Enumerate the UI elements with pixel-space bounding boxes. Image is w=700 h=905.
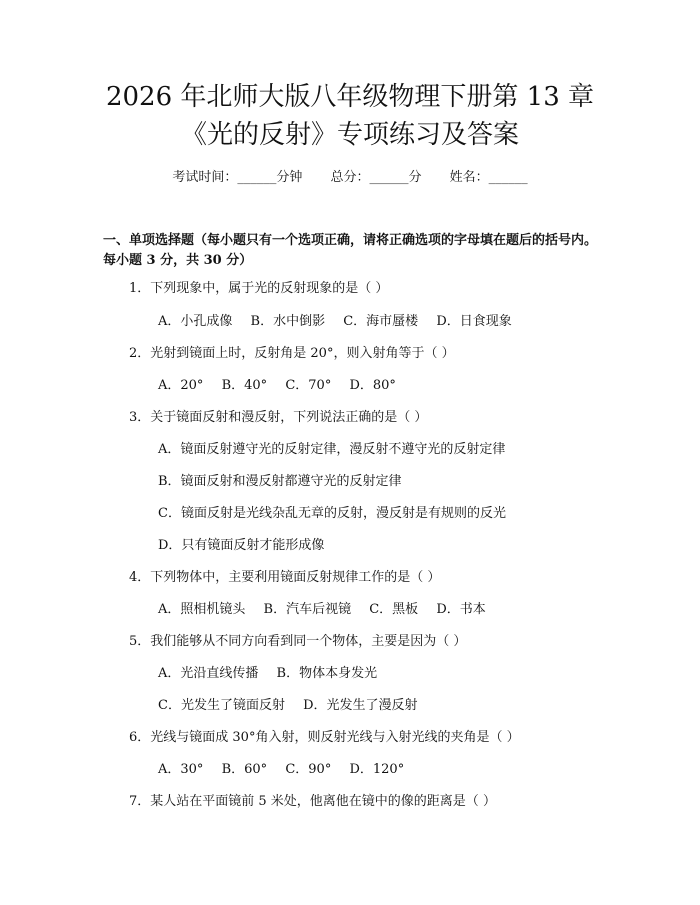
question-4-options bbox=[158, 601, 618, 619]
option-a: A．小孔成像 bbox=[158, 314, 233, 329]
option-a: A．光沿直线传播 bbox=[158, 666, 259, 681]
question-2-options bbox=[158, 377, 618, 395]
question-1: 1．下列现象中，属于光的反射现象的是（ ） bbox=[129, 281, 389, 296]
option-a: A．照相机镜头 bbox=[158, 602, 246, 617]
option-d: D．日食现象 bbox=[436, 314, 512, 329]
option-b: B．水中倒影 bbox=[250, 314, 326, 329]
option-a: A．30° bbox=[158, 762, 204, 777]
question-3: 3．关于镜面反射和漫反射，下列说法正确的是（ ） bbox=[129, 410, 428, 425]
option-c: C．90° bbox=[285, 762, 332, 777]
question-5-options-row1 bbox=[158, 665, 618, 683]
option-c: C．海市蜃楼 bbox=[343, 314, 419, 329]
option-c: C．光发生了镜面反射 bbox=[158, 698, 285, 713]
section-heading: 一、单项选择题（每小题只有一个选项正确，请将正确选项的字母填在题后的括号内。每小题 3 分，共 30 分） bbox=[103, 233, 598, 268]
question-1-options bbox=[158, 313, 618, 331]
exam-info-line bbox=[0, 169, 700, 187]
total-score-field: 总分：______分 bbox=[330, 170, 422, 185]
document-title-line2: 《光的反射》专项练习及答案 bbox=[180, 120, 519, 150]
student-name-field: 姓名：______ bbox=[449, 170, 528, 185]
question-2: 2．光射到镜面上时，反射角是 20°，则入射角等于（ ） bbox=[129, 346, 455, 361]
question-3-option-b: B．镜面反射和漫反射都遵守光的反射定律 bbox=[158, 474, 402, 489]
question-7: 7．某人站在平面镜前 5 米处，他离他在镜中的像的距离是（ ） bbox=[129, 794, 496, 809]
document-title-line1: 2026 年北师大版八年级物理下册第 13 章 bbox=[105, 82, 595, 112]
question-4: 4．下列物体中，主要利用镜面反射规律工作的是（ ） bbox=[129, 570, 441, 585]
question-6-options bbox=[158, 761, 618, 779]
option-b: B．60° bbox=[221, 762, 268, 777]
question-3-option-c: C．镜面反射是光线杂乱无章的反射，漫反射是有规则的反光 bbox=[158, 506, 506, 521]
option-d: D．120° bbox=[349, 762, 405, 777]
question-6: 6．光线与镜面成 30°角入射，则反射光线与入射光线的夹角是（ ） bbox=[129, 730, 520, 745]
question-5: 5．我们能够从不同方向看到同一个物体，主要是因为（ ） bbox=[129, 634, 467, 649]
question-3-option-a: A．镜面反射遵守光的反射定律，漫反射不遵守光的反射定律 bbox=[158, 442, 506, 457]
question-5-options-row2 bbox=[158, 697, 618, 715]
option-b: B．40° bbox=[221, 378, 268, 393]
option-d: D．书本 bbox=[436, 602, 486, 617]
option-d: D．80° bbox=[349, 378, 396, 393]
option-c: C．黑板 bbox=[369, 602, 419, 617]
option-a: A．20° bbox=[158, 378, 204, 393]
exam-time-field: 考试时间：______分钟 bbox=[172, 170, 303, 185]
question-3-option-d: D．只有镜面反射才能形成像 bbox=[158, 538, 325, 553]
option-b: B．物体本身发光 bbox=[276, 666, 378, 681]
option-b: B．汽车后视镜 bbox=[263, 602, 352, 617]
option-c: C．70° bbox=[285, 378, 332, 393]
option-d: D．光发生了漫反射 bbox=[303, 698, 418, 713]
